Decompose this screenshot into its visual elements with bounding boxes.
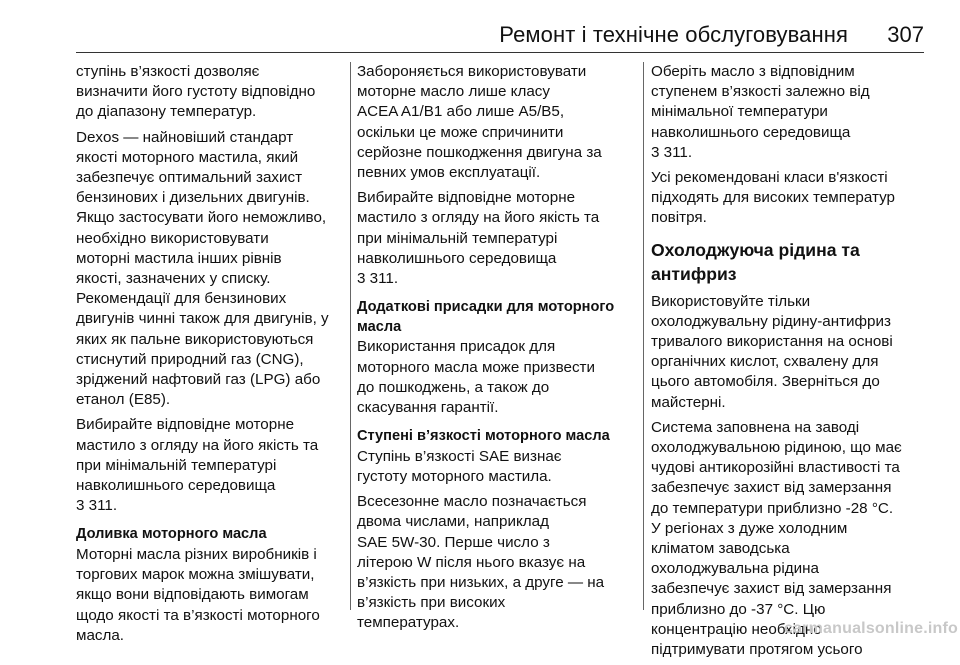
column-divider-1 bbox=[350, 62, 351, 610]
paragraph: Моторні масла різних виробників і торгових марок можна змішувати, якщо вони відповідають вимогам щодо якості та в’язкості моторного масла. bbox=[76, 546, 320, 644]
page-header bbox=[0, 0, 960, 48]
paragraph: Ступінь в’язкості SAE визнає густоту моторного мастила. bbox=[357, 447, 562, 486]
paragraph: Dexos — найновіший стандарт якості моторного мастила, який забезпечує оптимальний захист бензинових і дизельних двигунів. Якщо застосувати його неможливо, необхідно використовувати моторні мастила інших рівнів якості, зазначених у списку. Рекомендації для бензинових двигунів чинні також для двигунів, у яких як пальне використовуються стиснутий природний газ (CNG), зріджений нафтовий газ (LPG) або етанол (E85). bbox=[76, 128, 329, 409]
header-divider bbox=[76, 52, 924, 53]
paragraph: Система заповнена на заводі охолоджувальною рідиною, що має чудові антикорозійні властивості та забезпечує захист від замерзання до температури приблизно -28 °C. У регіонах з дуже холодним кліматом заводська охолоджувальна рідина забезпечує захист від замерзання приблизно до -37 °C. Цю концентрацію необхідно підтримувати протягом усього bbox=[651, 418, 902, 659]
column-divider-2 bbox=[643, 62, 644, 610]
paragraph: Використовуйте тільки охолоджувальну рідину-антифриз тривалого використання на основі органічних кислот, схвалену для цього автомобіля. Зверніться до майстерні. bbox=[651, 292, 893, 411]
section-heading: Додаткові присадки для моторного масла bbox=[357, 299, 615, 335]
paragraph: Вибирайте відповідне моторне мастило з огляду на його якість та при мінімальній температурі навколишнього середовища 3 311. bbox=[357, 189, 600, 288]
chapter-heading: Охолоджуюча рідина та антифриз bbox=[651, 239, 860, 284]
paragraph: Усі рекомендовані класи в'язкості підходять для високих температур повітря. bbox=[651, 169, 895, 227]
page-number: 307 bbox=[887, 22, 924, 47]
paragraph: ступінь в’язкості дозволяє визначити його густоту відповідно до діапазону температур. bbox=[76, 63, 316, 121]
text-column-2 bbox=[357, 62, 627, 639]
watermark: carmanualsonline.info bbox=[783, 620, 958, 637]
text-column-1 bbox=[76, 62, 346, 651]
paragraph: Використання присадок для моторного масла може призвести до пошкоджень, а також до скасування гарантії. bbox=[357, 338, 595, 417]
section-heading: Ступені в’язкості моторного масла bbox=[357, 428, 610, 445]
paragraph: Всесезонне масло позначається двома числами, наприклад SAE 5W-30. Перше число з літерою W після нього вказує на в’язкість при низьких, а друге — на в’язкість при високих температурах. bbox=[357, 493, 605, 632]
text-column-3 bbox=[651, 62, 927, 665]
paragraph: Забороняється використовувати моторне масло лише класу ACEA A1/B1 або лише A5/B5, оскільки це може спричинити серйозне пошкодження двигуна за певних умов експлуатації. bbox=[357, 63, 602, 182]
page-title: Ремонт і технічне обслуговування bbox=[499, 22, 848, 47]
paragraph: Вибирайте відповідне моторне мастило з огляду на його якість та при мінімальній температурі навколишнього середовища 3 311. bbox=[76, 416, 319, 515]
paragraph: Оберіть масло з відповідним ступенем в’язкості залежно від мінімальної температури навколишнього середовища 3 311. bbox=[651, 63, 870, 161]
section-heading: Доливка моторного масла bbox=[76, 526, 267, 543]
